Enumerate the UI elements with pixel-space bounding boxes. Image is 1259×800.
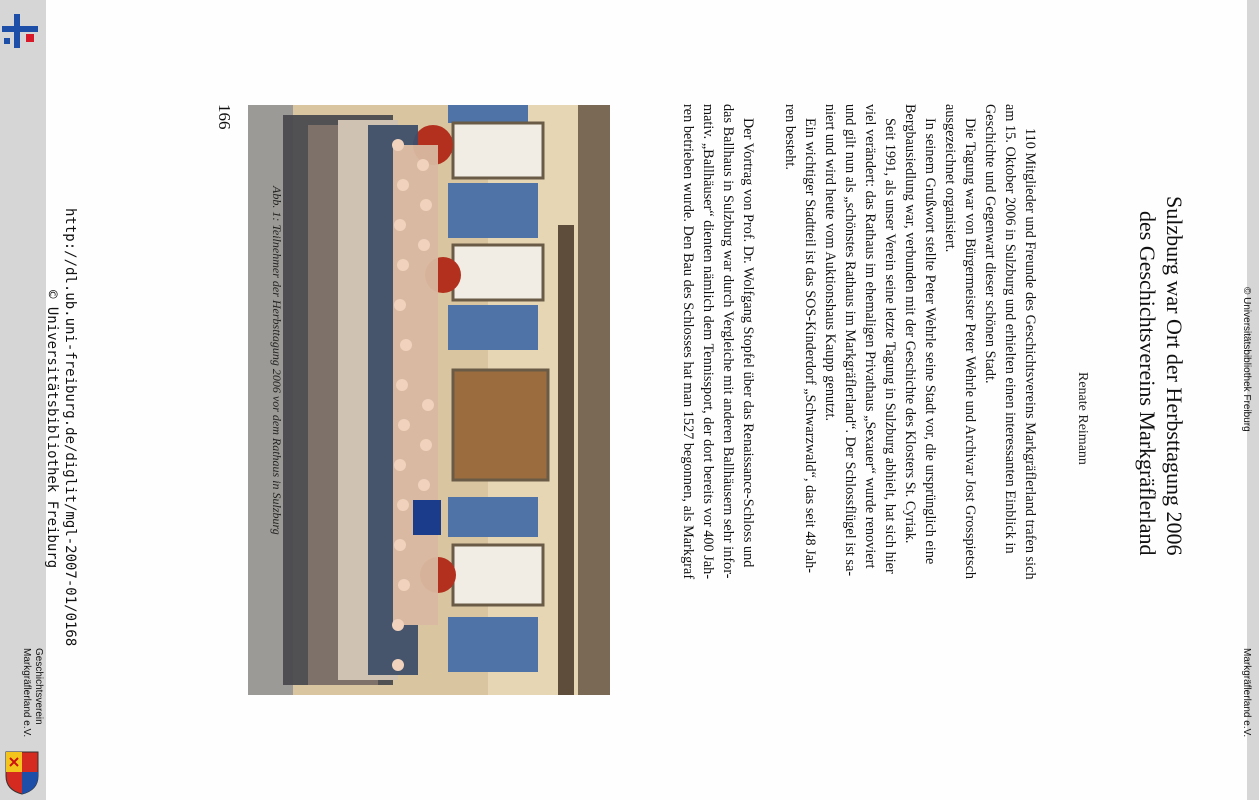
body-line-13: ren besteht.	[782, 104, 798, 170]
page-number: 166	[215, 104, 234, 130]
library-logo-icon	[2, 14, 40, 48]
society-crest-icon	[4, 750, 40, 796]
group-photo-image	[248, 105, 610, 695]
article-author: Renate Reimann	[1075, 372, 1090, 465]
copyright-line: © Universitätsbibliothek Freiburg	[44, 290, 60, 569]
body-line-15: das Ballhaus in Sulzburg war durch Vergleiche mit anderen Ballhäusern sehr infor-	[720, 104, 736, 579]
group-photo	[248, 105, 610, 695]
document-page	[21, 0, 1252, 800]
photo-caption: Abb. 1: Teilnehmer der Herbsttagung 2006 vor dem Rathaus in Sulzburg	[270, 186, 284, 535]
top-edge-watermark: © Universitätsbibliothek Freiburg	[1241, 287, 1252, 432]
body-line-3: Geschichte und Gegenwart dieser schönen Stadt.	[982, 104, 998, 384]
article-title-line-2: des Geschichtsvereins Markgräflerland	[1135, 211, 1160, 556]
right-edge-watermark: Markgräflerland e.V.	[1241, 648, 1252, 738]
article-title-line-1: Sulzburg war Ort der Herbsttagung 2006	[1162, 196, 1187, 556]
body-line-16: mativ. „Ballhäuser“ dienten nämlich dem Tennissport, der dort bereits vor 400 Jah-	[700, 104, 716, 580]
body-line-17: ren betrieben wurde. Den Bau des Schlosses hat man 1527 begonnen, als Markgraf	[680, 104, 696, 580]
body-line-9: viel verändert: das Rathaus im ehemaligen Privathaus „Sexauer“ wurde renoviert	[862, 104, 878, 569]
body-line-2: am 15. Oktober 2006 in Sulzburg und erhielten einen interessanten Einblick in	[1002, 104, 1018, 554]
body-line-14: Der Vortrag von Prof. Dr. Wolfgang Stopfel über das Renaissance-Schloss und	[740, 118, 756, 568]
body-line-5: ausgezeichnet organisiert.	[942, 104, 958, 253]
body-line-10: und gilt nun als „schönstes Rathaus im Markgräflerland“. Der Schlossflügel ist sa-	[842, 104, 858, 577]
body-line-1: 110 Mitglieder und Freunde des Geschichtsvereins Markgräflerland trafen sich	[1022, 128, 1038, 580]
body-line-7: Bergbausiedlung war, verbunden mit der Geschichte des Klosters St. Cyriak.	[902, 104, 918, 544]
society-name-line-2: Markgräflerland e.V.	[21, 648, 32, 738]
body-line-11: niert und wird heute vom Auktionshaus Kaupp genutzt.	[822, 104, 838, 422]
body-line-6: In seinem Grußwort stellte Peter Wehrle seine Stadt vor, die ursprünglich eine	[922, 118, 938, 565]
body-line-8: Seit 1991, als unser Verein seine letzte Tagung in Sulzburg abhielt, hat sich hier	[882, 118, 898, 574]
body-line-12: Ein wichtiger Stadtteil ist das SOS-Kinderdorf „Schwarzwald“, das seit 48 Jah-	[802, 118, 818, 574]
source-url[interactable]: http://dl.ub.uni-freiburg.de/diglit/mgl-2007-01/0168	[62, 208, 78, 647]
body-line-4: Die Tagung war von Bürgermeister Peter Wehrle und Archivar Jost Grosspietsch	[962, 118, 978, 580]
society-name-line-1: Geschichtsverein	[33, 648, 44, 725]
